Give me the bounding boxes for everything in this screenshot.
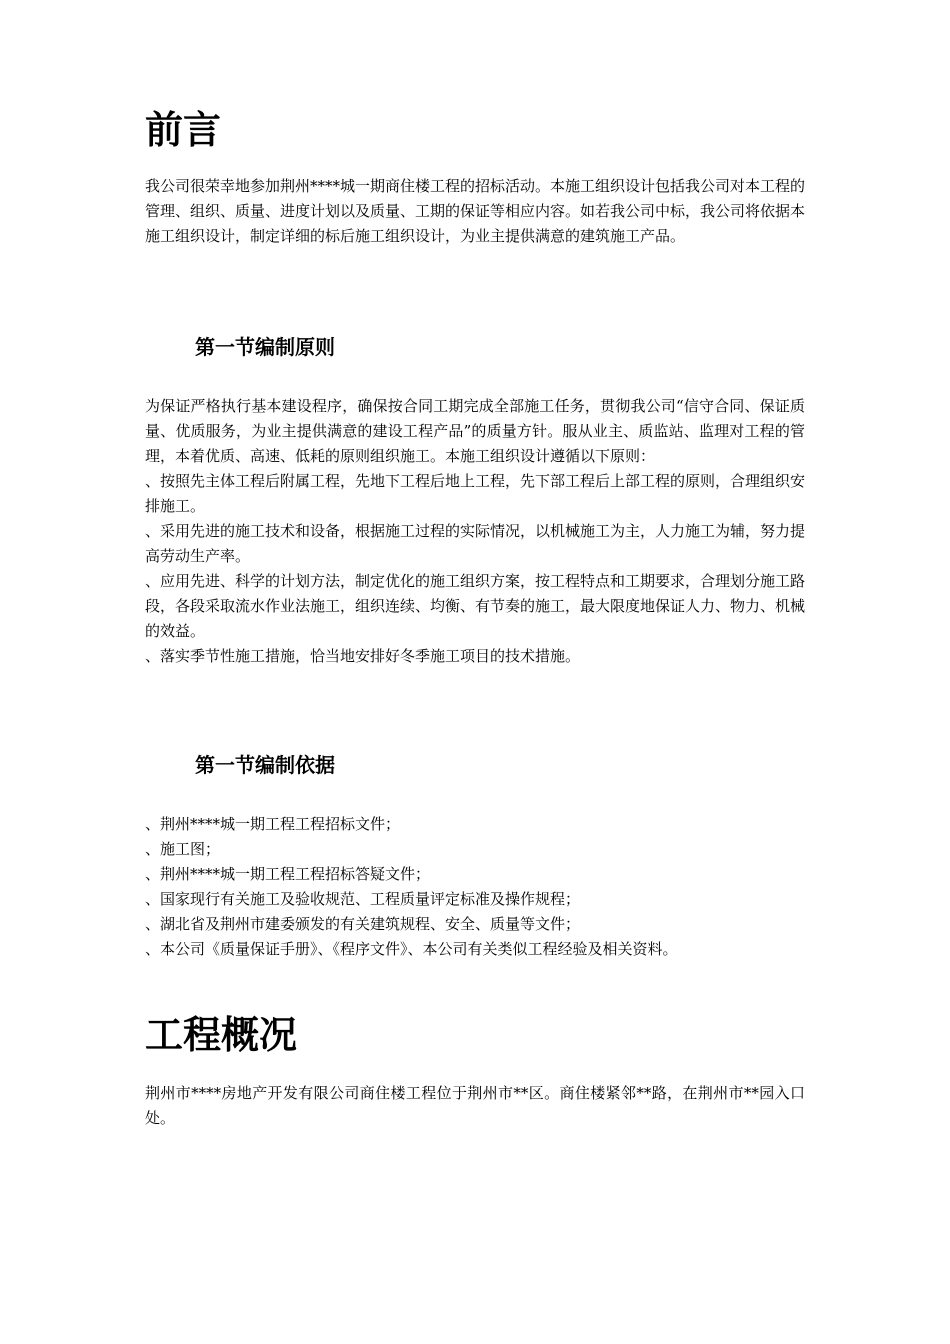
basis-list: [145, 812, 805, 962]
preface-paragraph: [145, 174, 805, 249]
principles-heading: 第一节编制原则: [195, 335, 335, 359]
principles-item: 、按照先主体工程后附属工程，先地下工程后地上工程，先下部工程后上部工程的原则，合理组织安排施工。: [145, 472, 806, 515]
basis-item: 、施工图；: [145, 840, 221, 858]
basis-item: 、荆州****城一期工程工程招标答疑文件；: [145, 865, 431, 883]
overview-paragraph: [145, 1081, 805, 1131]
basis-item: 、本公司《质量保证手册》、《程序文件》、本公司有关类似工程经验及相关资料。: [145, 940, 678, 958]
overview-text: 荆州市****房地产开发有限公司商住楼工程位于荆州市**区。商住楼紧邻**路，在荆州市**园入口处。: [145, 1084, 805, 1127]
preface-heading: 前言: [145, 107, 222, 152]
basis-item: 、荆州****城一期工程工程招标文件；: [145, 815, 401, 833]
principles-item: 、应用先进、科学的计划方法，制定优化的施工组织方案，按工程特点和工期要求，合理划分施工路段，各段采取流水作业法施工，组织连续、均衡、有节奏的施工，最大限度地保证人力、物力、机械的效益。: [145, 572, 806, 640]
principles-item: 、采用先进的施工技术和设备，根据施工过程的实际情况，以机械施工为主，人力施工为辅，努力提高劳动生产率。: [145, 522, 806, 565]
basis-item: 、湖北省及荆州市建委颁发的有关建筑规程、安全、质量等文件；: [145, 915, 581, 933]
principles-item: 、落实季节性施工措施，恰当地安排好冬季施工项目的技术措施。: [145, 647, 581, 665]
principles-intro: 为保证严格执行基本建设程序，确保按合同工期完成全部施工任务，贯彻我公司“信守合同、保证质量、优质服务，为业主提供满意的建设工程产品”的质量方针。服从业主、质监站、监理对工程的管理，本着优质、高速、低耗的原则组织施工。本施工组织设计遵循以下原则：: [145, 397, 805, 465]
overview-heading: 工程概况: [145, 1012, 298, 1057]
basis-item: 、国家现行有关施工及验收规范、工程质量评定标准及操作规程；: [145, 890, 581, 908]
preface-text: 我公司很荣幸地参加荆州****城一期商住楼工程的招标活动。本施工组织设计包括我公司对本工程的管理、组织、质量、进度计划以及质量、工期的保证等相应内容。如若我公司中标，我公司将依据本施工组织设计，制定详细的标后施工组织设计，为业主提供满意的建筑施工产品。: [145, 177, 806, 245]
principles-section: [145, 394, 805, 669]
basis-heading: 第一节编制依据: [195, 753, 335, 777]
